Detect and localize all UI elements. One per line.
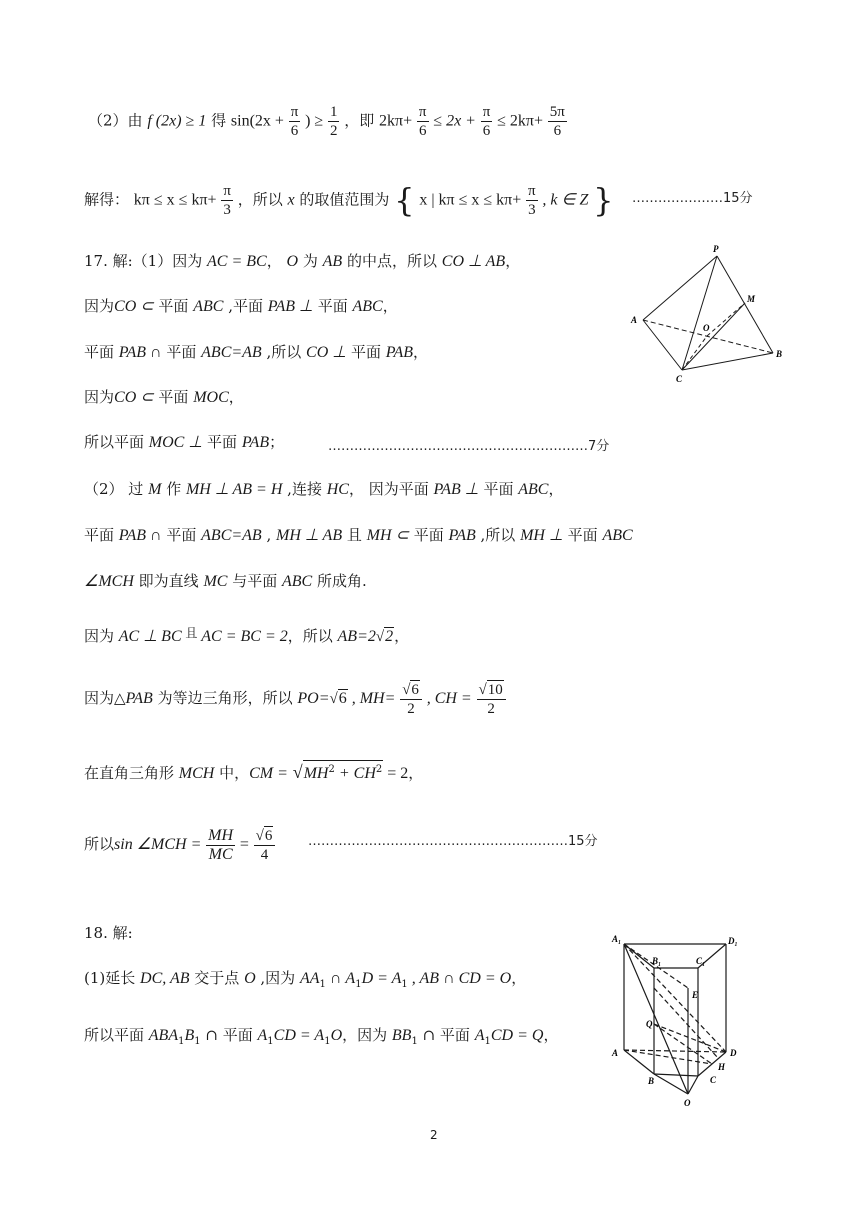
segment-OM [707, 303, 745, 336]
math: PAB ∩ [118, 527, 162, 544]
text: ； [269, 433, 285, 451]
denominator: 4 [260, 847, 269, 863]
text: 解得： [84, 190, 130, 209]
label-B: B [776, 349, 783, 359]
fraction [221, 182, 233, 219]
text: ， [228, 388, 244, 406]
fraction [481, 103, 493, 140]
exponent: 2 [328, 764, 335, 775]
math: kπ ≤ x ≤ kπ+ [133, 191, 217, 209]
text: ∩ 平面 [417, 1026, 475, 1044]
text: ，即 [344, 111, 375, 130]
numerator: 5π [549, 104, 565, 120]
text: ,连接 [282, 480, 327, 498]
math: A [345, 970, 356, 987]
text: ，所以 [237, 190, 283, 209]
q17-line-8 [84, 570, 367, 593]
math: CD = A [273, 1027, 325, 1044]
text: 因为 [84, 627, 119, 645]
text: ,所以 [475, 526, 521, 544]
label-E: E [692, 990, 699, 1000]
math: O [330, 1027, 343, 1044]
math: AB=2 [337, 628, 376, 645]
label-D1: D₁ [728, 936, 738, 946]
math: AB ∩ CD = O [419, 970, 512, 987]
text: (1)延长 [84, 969, 141, 987]
q17-line-11 [84, 760, 423, 785]
math: + CH [334, 765, 376, 782]
math: MH ⊥ AB [276, 527, 343, 544]
radicand: 6 [411, 682, 419, 698]
label-C1: C₁ [696, 956, 706, 966]
math: AC = BC [207, 253, 267, 270]
q17-line-10 [84, 680, 506, 718]
label-H: H [718, 1062, 726, 1072]
text: ∩ 平面 [200, 1026, 258, 1044]
math: M [148, 481, 162, 498]
math: sin ∠MCH = [114, 836, 202, 853]
math: f (2x) ≥ 1 [147, 112, 207, 130]
text: 的中点，所以 [346, 252, 437, 270]
text: 交于点 [189, 969, 245, 987]
math: CM = [249, 765, 288, 782]
math: CO ⊂ [114, 298, 154, 315]
text: 因为△ [84, 689, 126, 707]
math: 6 [338, 690, 347, 707]
q17-line-5 [84, 431, 284, 454]
score-marker [328, 435, 609, 454]
label-B1: B₁ [652, 956, 662, 966]
text: 所以 [84, 835, 115, 853]
math: PAB [125, 690, 153, 707]
text: 且 [342, 526, 367, 544]
math: CD = Q [490, 1027, 544, 1044]
subscript: 1 [355, 979, 362, 990]
ext-CO [688, 1076, 698, 1094]
text: 与平面 [227, 572, 282, 590]
numerator: π [418, 104, 427, 120]
text: ， [505, 252, 521, 270]
math: CO ⊂ [114, 389, 154, 406]
text: 平面 [153, 388, 194, 406]
label-D: D [730, 1048, 737, 1058]
fraction [548, 103, 567, 140]
q17-line-7 [84, 524, 633, 547]
text: ， [543, 1026, 559, 1044]
text: 所成角. [312, 572, 367, 590]
subscript: 1 [319, 979, 326, 990]
sqrt-sign: √ [375, 629, 385, 645]
math: D = A [361, 970, 402, 987]
math: x | kπ ≤ x ≤ kπ+ [419, 191, 522, 209]
label-A: A [631, 315, 638, 325]
math: ABC [282, 573, 313, 590]
math: MOC [193, 389, 229, 406]
fraction [206, 827, 235, 864]
edge-BC [654, 1074, 698, 1076]
text: ， [266, 252, 282, 270]
segment-A1O [624, 944, 688, 1094]
q17-line-12 [84, 826, 275, 864]
text: 平面 [346, 343, 386, 361]
denominator: 6 [482, 123, 491, 139]
denominator: 2 [407, 701, 415, 717]
subscript: 1 [484, 1036, 491, 1047]
math: A [257, 1027, 268, 1044]
sqrt-sign: √ [329, 691, 338, 707]
label-A: A [612, 1048, 619, 1058]
text: 平面 [478, 480, 519, 498]
text: ， [408, 764, 424, 782]
math: , [407, 970, 420, 987]
text: 17. 解:（1）因为 [84, 252, 203, 270]
radicand: 10 [487, 682, 503, 698]
label-C: C [676, 374, 683, 384]
text: （2）由 [88, 111, 143, 130]
fraction [526, 182, 538, 219]
text: 为等边三角形，所以 [152, 689, 298, 707]
q17-line-4 [84, 386, 244, 409]
subscript: 1 [401, 979, 408, 990]
text: 在直角三角形 [84, 764, 179, 782]
subscript: 1 [324, 1036, 331, 1047]
prism-figure [608, 928, 748, 1113]
math: PAB ∩ [118, 344, 162, 361]
math: PAB ⊥ [433, 481, 479, 498]
text: 的取值范围为 [299, 190, 390, 209]
math: MC [203, 573, 228, 590]
text: 因为 [84, 297, 115, 315]
text: 平面 [562, 526, 603, 544]
math: CO ⊥ [306, 344, 347, 361]
label-A1: A₁ [612, 934, 622, 944]
math: MH ⊥ AB = H [185, 481, 283, 498]
math: AC ⊥ BC [118, 628, 182, 645]
math: AA [299, 970, 320, 987]
edge-PB [717, 256, 773, 353]
part2-line [88, 103, 567, 140]
math: B [184, 1027, 195, 1044]
denominator: 6 [553, 123, 562, 139]
label-O: O [703, 323, 710, 333]
segment-QH [654, 1024, 712, 1064]
numerator: √6 [254, 826, 276, 846]
text: ，因为 [342, 1026, 392, 1044]
left-brace: { [394, 181, 415, 220]
math: , MH= [347, 690, 396, 707]
section-line [654, 988, 718, 1058]
denominator: 3 [223, 202, 231, 218]
subscript: 1 [194, 1036, 201, 1047]
text: 平面 [84, 526, 119, 544]
text: 因为 [84, 388, 115, 406]
label-O: O [684, 1098, 691, 1108]
radicand [303, 760, 384, 783]
q18-line-1 [84, 967, 526, 996]
math: DC, AB [140, 970, 190, 987]
edge-AC [643, 320, 682, 370]
text: ,平面 [223, 297, 268, 315]
numerator: π [223, 183, 231, 199]
q17-line-6 [84, 478, 563, 501]
text: 即为直线 [133, 572, 204, 590]
score-unit: 分 [596, 439, 610, 454]
denominator: 3 [528, 202, 536, 218]
numerator: √10 [477, 680, 506, 700]
q18-line-2 [84, 1024, 558, 1053]
sqrt-sign: √ [292, 762, 303, 782]
text: 为 [302, 252, 318, 270]
label-Q: Q [646, 1019, 653, 1029]
fraction [328, 103, 340, 140]
ext-BO [654, 1074, 688, 1094]
text: （2） 过 [84, 480, 149, 498]
math: ≤ 2x + [433, 112, 476, 130]
text: 平面 [408, 526, 449, 544]
math: MH ⊥ [520, 527, 563, 544]
math: PO= [297, 690, 330, 707]
numerator: √6 [400, 680, 422, 700]
math: x [287, 191, 295, 209]
math: sin(2x + [230, 112, 284, 130]
math: ABC [193, 298, 224, 315]
math: , k ∈ Z [542, 191, 589, 209]
segment-A1D [624, 944, 726, 1052]
numerator: π [290, 104, 299, 120]
math: BB [391, 1027, 412, 1044]
text: 平面 [161, 343, 202, 361]
math: ABA [148, 1027, 179, 1044]
math: MH [303, 765, 329, 782]
text: 中， [214, 764, 250, 782]
math: ∠MCH [84, 573, 134, 590]
text: ,因为 [255, 969, 300, 987]
text: ， [382, 297, 398, 315]
math: PAB [385, 344, 413, 361]
math: ABC [352, 298, 383, 315]
text: , [261, 526, 277, 544]
subscript: 1 [267, 1036, 274, 1047]
math: ABC [518, 481, 549, 498]
text: 所以平面 [84, 1026, 149, 1044]
text: ， 因为平面 [348, 480, 434, 498]
fraction [254, 826, 276, 864]
numerator: 1 [329, 104, 338, 120]
solution-range-line [84, 182, 613, 219]
edge-PA [643, 256, 717, 320]
numerator: π [482, 104, 491, 120]
segment-AH [624, 1050, 712, 1064]
denominator: 6 [290, 123, 299, 139]
q17-line-2 [84, 295, 398, 318]
score-dots: ……………………………………………………15 [308, 834, 585, 849]
label-M: M [747, 294, 756, 304]
math: O [244, 970, 256, 987]
text: ， [413, 343, 429, 361]
text: 且 [181, 626, 202, 640]
radicand: 6 [264, 828, 273, 844]
fraction [417, 103, 429, 140]
score-unit: 分 [739, 191, 753, 206]
subscript: 1 [178, 1036, 185, 1047]
denominator: 2 [329, 123, 338, 139]
text: 平面 [153, 297, 194, 315]
score-marker [632, 187, 753, 206]
text: ， [511, 969, 527, 987]
score-unit: 分 [584, 834, 598, 849]
math: ) ≥ [305, 112, 324, 130]
text: 18. 解: [84, 924, 133, 942]
math: 2 [385, 628, 394, 645]
fraction [289, 103, 301, 140]
text: ， [394, 627, 410, 645]
tetrahedron-figure [625, 240, 790, 385]
math: , CH = [426, 690, 472, 707]
label-B: B [648, 1076, 655, 1086]
text: 得 [211, 111, 227, 130]
edge-PC [682, 256, 717, 370]
q17-line-3 [84, 341, 428, 364]
text: 平面 [161, 526, 202, 544]
math: = [239, 836, 249, 853]
numerator: MH [208, 826, 234, 844]
text: ,所以 [261, 343, 307, 361]
numerator: π [528, 183, 536, 199]
math: AB [322, 253, 343, 270]
page-number: 2 [430, 1128, 438, 1142]
math: ABC [602, 527, 633, 544]
math: PAB [241, 434, 270, 451]
denominator: 2 [487, 701, 495, 717]
text: ，所以 [287, 627, 338, 645]
math: = 2 [383, 765, 409, 782]
segment-CO [682, 336, 707, 370]
text: 作 [161, 480, 186, 498]
score-dots: ……………………………………………………7 [328, 439, 597, 454]
math: ≤ 2kπ+ [497, 112, 543, 130]
text: 所以平面 [84, 433, 149, 451]
label-P: P [713, 244, 719, 254]
right-brace: } [593, 181, 614, 220]
math: O [286, 253, 299, 270]
text: 平面 [312, 297, 353, 315]
math: AC = BC = 2 [201, 628, 288, 645]
math: CO ⊥ AB [441, 253, 506, 270]
math: 2kπ+ [379, 112, 413, 130]
math: HC [326, 481, 349, 498]
text: 平面 [84, 343, 119, 361]
fraction [477, 680, 506, 718]
denominator: MC [208, 845, 233, 863]
denominator: 6 [418, 123, 427, 139]
q18-heading [84, 922, 133, 944]
math: ∩ [325, 970, 346, 987]
subscript: 1 [411, 1036, 418, 1047]
score-marker [308, 830, 598, 849]
segment-QD [654, 1024, 726, 1052]
math: ABC=AB [201, 527, 262, 544]
math: PAB ⊥ [267, 298, 313, 315]
math: MOC ⊥ [148, 434, 203, 451]
text: ， [548, 480, 564, 498]
math: PAB [448, 527, 476, 544]
label-C: C [710, 1075, 717, 1085]
text: 平面 [202, 433, 242, 451]
score-dots: …………………15 [632, 191, 740, 206]
exponent: 2 [375, 764, 383, 775]
math: ABC=AB [201, 344, 262, 361]
math: MH ⊂ [366, 527, 409, 544]
math: A [474, 1027, 485, 1044]
q17-line-9 [84, 622, 409, 648]
math: MCH [178, 765, 215, 782]
q17-line-1 [84, 250, 520, 273]
fraction [400, 680, 422, 718]
